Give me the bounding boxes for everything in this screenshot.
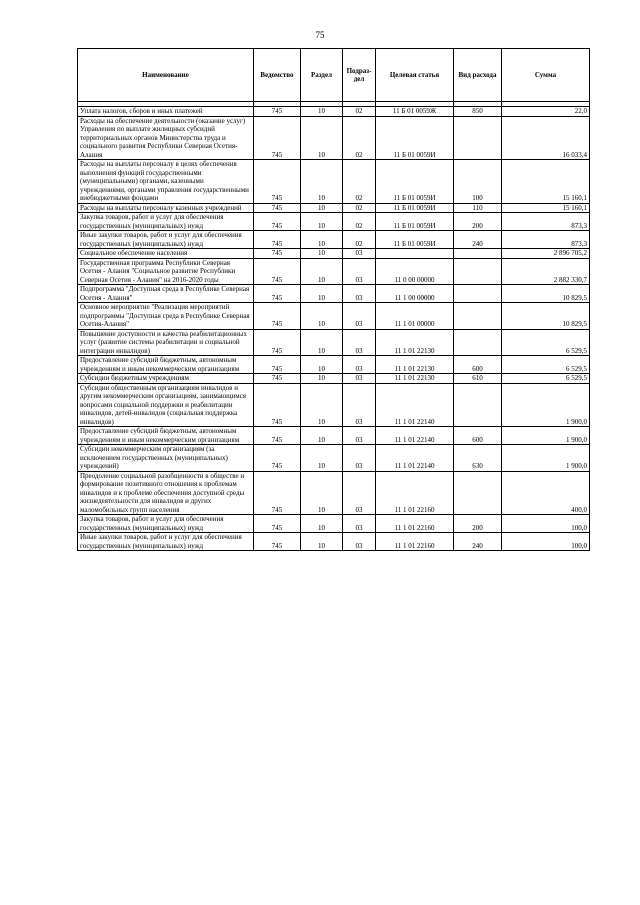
row-name: Предоставление субсидий бюджетным, автономным учреждениям и иным некоммерческим организациям — [78, 427, 254, 445]
row-department: 745 — [254, 203, 301, 213]
row-department: 745 — [254, 374, 301, 384]
row-expense-type — [454, 258, 502, 285]
row-name: Субсидии некоммерческим организациям (за исключением государственных (муниципальных) учреждений) — [78, 445, 254, 472]
table-row — [78, 107, 590, 117]
row-amount: 22,0 — [502, 107, 590, 117]
row-subsection: 02 — [343, 107, 376, 117]
row-name: Расходы на выплаты персоналу казенных учреждений — [78, 203, 254, 213]
row-department: 745 — [254, 116, 301, 160]
row-subsection: 02 — [343, 203, 376, 213]
row-section: 10 — [301, 231, 343, 249]
row-name: Расходы на выплаты персоналу в целях обеспечения выполнения функций государственными (муниципальными) органами, казенными учреждениями, органами управления государственными внебюджетными фондами — [78, 160, 254, 204]
row-expense-type — [454, 116, 502, 160]
header-subsection: Подраз-дел — [343, 49, 376, 102]
row-expense-type: 200 — [454, 515, 502, 533]
row-name: Подпрограмма "Доступная среда в Республике Северная Осетия - Алания" — [78, 285, 254, 303]
row-department: 745 — [254, 160, 301, 204]
row-name: Государственная программа Республики Северная Осетия - Алания "Социальное развитие Республики Северная Осетия - Алания" на 2016-2020 годы — [78, 258, 254, 285]
row-amount: 6 529,5 — [502, 329, 590, 356]
row-target-article: 11 1 01 22160 — [376, 515, 454, 533]
row-department: 745 — [254, 303, 301, 330]
row-expense-type — [454, 383, 502, 427]
row-name: Социальное обеспечение населения — [78, 249, 254, 259]
table-row — [78, 533, 590, 551]
budget-table — [77, 48, 590, 551]
row-section: 10 — [301, 107, 343, 117]
row-target-article: 11 Б 01 0059И — [376, 160, 454, 204]
page-number: 75 — [315, 30, 325, 40]
header-name: Наименование — [78, 49, 254, 102]
row-section: 10 — [301, 445, 343, 472]
row-section: 10 — [301, 116, 343, 160]
header-department: Ведомство — [254, 49, 301, 102]
row-subsection: 02 — [343, 213, 376, 231]
row-name: Предоставление субсидий бюджетным, автономным учреждениям и иным некоммерческим организациям — [78, 356, 254, 374]
row-section: 10 — [301, 427, 343, 445]
row-subsection: 02 — [343, 116, 376, 160]
table-row — [78, 515, 590, 533]
header-amount: Сумма — [502, 49, 590, 102]
row-target-article: 11 Б 01 0059И — [376, 203, 454, 213]
row-subsection: 03 — [343, 249, 376, 259]
row-expense-type: 850 — [454, 107, 502, 117]
row-department: 745 — [254, 356, 301, 374]
row-expense-type: 240 — [454, 533, 502, 551]
table-row — [78, 203, 590, 213]
row-amount: 15 160,1 — [502, 203, 590, 213]
row-name: Субсидии бюджетным учреждениям — [78, 374, 254, 384]
row-target-article: 11 1 01 00000 — [376, 303, 454, 330]
row-subsection: 03 — [343, 533, 376, 551]
row-name: Иные закупки товаров, работ и услуг для обеспечения государственных (муниципальных) нужд — [78, 533, 254, 551]
row-expense-type: 600 — [454, 427, 502, 445]
row-name: Расходы на обеспечение деятельности (оказание услуг) Управления по выплате жилищных субсидий территориальных органов Министерства труда и социального развития Республики Северная Осетия-Алания — [78, 116, 254, 160]
row-expense-type — [454, 329, 502, 356]
row-department: 745 — [254, 533, 301, 551]
table-row — [78, 213, 590, 231]
row-name: Закупка товаров, работ и услуг для обеспечения государственных (муниципальных) нужд — [78, 213, 254, 231]
row-subsection: 03 — [343, 515, 376, 533]
row-target-article: 11 1 01 22130 — [376, 374, 454, 384]
table-row — [78, 231, 590, 249]
row-name: Иные закупки товаров, работ и услуг для обеспечения государственных (муниципальных) нужд — [78, 231, 254, 249]
row-department: 745 — [254, 285, 301, 303]
row-expense-type — [454, 285, 502, 303]
row-amount: 10 829,5 — [502, 303, 590, 330]
row-amount: 2 896 705,2 — [502, 249, 590, 259]
table-row — [78, 160, 590, 204]
row-target-article: 11 Б 01 0059И — [376, 213, 454, 231]
row-expense-type: 110 — [454, 203, 502, 213]
row-name: Субсидии общественным организациям инвалидов и другим некоммерческим организациям, занимающимся вопросами социальной поддержки и реабилитации инвалидов, детей-инвалидов (социальная поддержка инвалидов) — [78, 383, 254, 427]
row-name: Преодоление социальной разобщенности в обществе и формирование позитивного отношения к проблемам инвалидов и к проблеме обеспечения доступной среды жизнедеятельности для инвалидов и других маломобильных групп населения — [78, 471, 254, 515]
row-target-article — [376, 249, 454, 259]
row-amount: 10 829,5 — [502, 285, 590, 303]
table-row — [78, 285, 590, 303]
header-row — [78, 49, 590, 102]
table-header — [78, 49, 590, 102]
row-section: 10 — [301, 356, 343, 374]
row-section: 10 — [301, 285, 343, 303]
table-row — [78, 329, 590, 356]
row-subsection: 03 — [343, 374, 376, 384]
row-expense-type — [454, 303, 502, 330]
row-department: 745 — [254, 515, 301, 533]
row-section: 10 — [301, 329, 343, 356]
row-section: 10 — [301, 374, 343, 384]
row-section: 10 — [301, 160, 343, 204]
row-department: 745 — [254, 383, 301, 427]
row-department: 745 — [254, 329, 301, 356]
header-target-article: Целевая статья — [376, 49, 454, 102]
row-expense-type — [454, 249, 502, 259]
row-amount: 15 160,1 — [502, 160, 590, 204]
table-body — [78, 102, 590, 551]
row-name: Основное мероприятие "Реализация мероприятий подпрограммы "Доступная среда в Республике Северная Осетия-Алания" — [78, 303, 254, 330]
row-department: 745 — [254, 249, 301, 259]
table-row — [78, 249, 590, 259]
table-row — [78, 427, 590, 445]
row-subsection: 03 — [343, 383, 376, 427]
row-target-article: 11 0 00 00000 — [376, 258, 454, 285]
row-subsection: 03 — [343, 303, 376, 330]
row-amount: 2 882 330,7 — [502, 258, 590, 285]
row-target-article: 11 1 01 22130 — [376, 329, 454, 356]
row-subsection: 03 — [343, 471, 376, 515]
row-target-article: 11 1 01 22160 — [376, 533, 454, 551]
row-subsection: 02 — [343, 160, 376, 204]
header-expense-type: Вид расхода — [454, 49, 502, 102]
row-section: 10 — [301, 303, 343, 330]
row-section: 10 — [301, 258, 343, 285]
row-department: 745 — [254, 231, 301, 249]
row-section: 10 — [301, 383, 343, 427]
row-amount: 6 529,5 — [502, 356, 590, 374]
table-row — [78, 471, 590, 515]
row-department: 745 — [254, 107, 301, 117]
row-subsection: 03 — [343, 356, 376, 374]
row-name: Закупка товаров, работ и услуг для обеспечения государственных (муниципальных) нужд — [78, 515, 254, 533]
table-row — [78, 445, 590, 472]
row-amount: 873,3 — [502, 231, 590, 249]
row-target-article: 11 1 01 22140 — [376, 445, 454, 472]
row-subsection: 02 — [343, 231, 376, 249]
row-target-article: 11 1 01 22140 — [376, 383, 454, 427]
row-section: 10 — [301, 203, 343, 213]
row-expense-type: 600 — [454, 356, 502, 374]
row-target-article: 11 1 00 00000 — [376, 285, 454, 303]
row-department: 745 — [254, 213, 301, 231]
row-amount: 100,0 — [502, 515, 590, 533]
table-row — [78, 258, 590, 285]
row-amount: 400,0 — [502, 471, 590, 515]
row-amount: 1 900,0 — [502, 445, 590, 472]
row-target-article: 11 Б 01 0059И — [376, 116, 454, 160]
table-row — [78, 356, 590, 374]
table-row — [78, 383, 590, 427]
row-amount: 16 033,4 — [502, 116, 590, 160]
row-section: 10 — [301, 533, 343, 551]
row-target-article: 11 Б 01 0059Ж — [376, 107, 454, 117]
row-target-article: 11 1 01 22140 — [376, 427, 454, 445]
row-subsection: 03 — [343, 427, 376, 445]
row-department: 745 — [254, 445, 301, 472]
row-expense-type: 200 — [454, 213, 502, 231]
row-expense-type — [454, 471, 502, 515]
row-expense-type: 100 — [454, 160, 502, 204]
row-target-article: 11 1 01 22130 — [376, 356, 454, 374]
table-row — [78, 303, 590, 330]
table-row — [78, 374, 590, 384]
row-expense-type: 240 — [454, 231, 502, 249]
row-name: Уплата налогов, сборов и иных платежей — [78, 107, 254, 117]
row-section: 10 — [301, 471, 343, 515]
row-name: Повышение доступности и качества реабилитационных услуг (развитие системы реабилитации и социальной интеграции инвалидов) — [78, 329, 254, 356]
row-expense-type: 630 — [454, 445, 502, 472]
row-department: 745 — [254, 427, 301, 445]
row-department: 745 — [254, 258, 301, 285]
row-amount: 873,3 — [502, 213, 590, 231]
header-section: Раздел — [301, 49, 343, 102]
row-department: 745 — [254, 471, 301, 515]
row-target-article: 11 1 01 22160 — [376, 471, 454, 515]
row-amount: 100,0 — [502, 533, 590, 551]
row-section: 10 — [301, 249, 343, 259]
row-subsection: 03 — [343, 445, 376, 472]
row-subsection: 03 — [343, 258, 376, 285]
row-amount: 1 900,0 — [502, 383, 590, 427]
row-subsection: 03 — [343, 329, 376, 356]
table-row — [78, 116, 590, 160]
row-expense-type: 610 — [454, 374, 502, 384]
row-section: 10 — [301, 213, 343, 231]
row-amount: 1 900,0 — [502, 427, 590, 445]
row-amount: 6 529,5 — [502, 374, 590, 384]
row-section: 10 — [301, 515, 343, 533]
row-target-article: 11 Б 01 0059И — [376, 231, 454, 249]
row-subsection: 03 — [343, 285, 376, 303]
